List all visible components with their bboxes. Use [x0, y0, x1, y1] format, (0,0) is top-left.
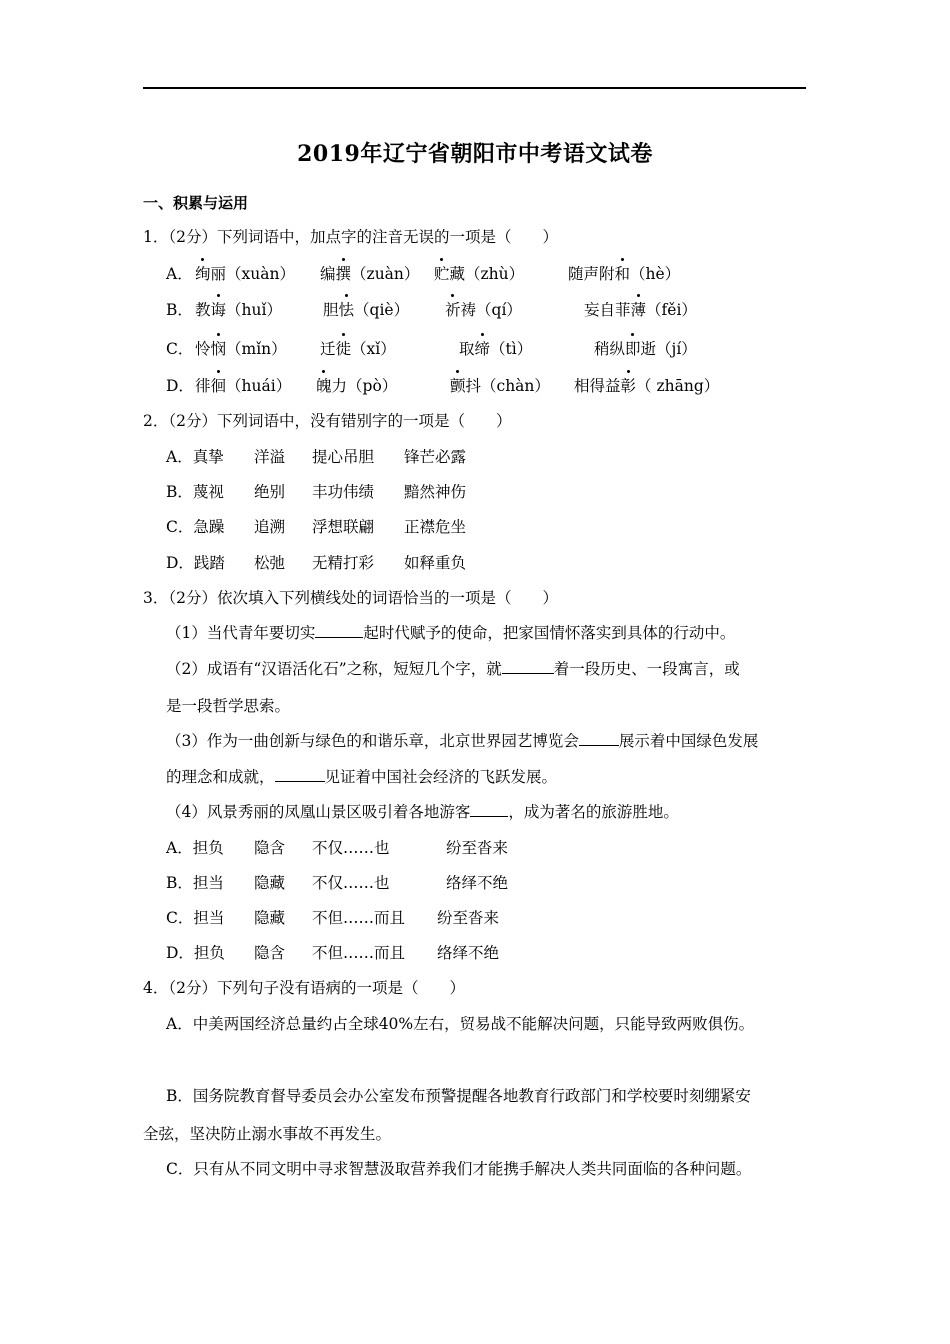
- q4-option-c[interactable]: C．只有从不同文明中寻求智慧汲取营养我们才能携手解决人类共同面临的各种问题。: [166, 1160, 752, 1178]
- q3-a-word1: A．担负: [166, 839, 224, 857]
- q4-option-a[interactable]: A．中美两国经济总量约占全球40%左右，贸易战不能解决问题，只能导致两败俱伤。: [166, 1015, 755, 1033]
- q2-a-word3: 提心吊胆: [312, 448, 375, 466]
- q2-d-word4: 如释重负: [404, 554, 467, 572]
- q3-sentence-2-cont: 是一段哲学思索。: [166, 697, 291, 715]
- q1-b-word2: 胆怯（qiè）: [323, 301, 410, 319]
- q4-stem: 4．（2分）下列句子没有语病的一项是（ ）: [143, 979, 465, 997]
- q3-sentence-3-cont: 的理念和成就， 见证着中国社会经济的飞跃发展。: [166, 768, 558, 786]
- q3-blank-3[interactable]: [579, 731, 619, 746]
- q3-blank-5[interactable]: [470, 802, 508, 817]
- q2-a-word4: 锋芒必露: [404, 448, 467, 466]
- q3-blank-1[interactable]: [315, 623, 363, 638]
- q3-sentence-2: （2）成语有“汉语活化石”之称，短短几个字，就 着一段历史、一段寓言，或: [166, 660, 740, 678]
- q1-b-word3: 祈祷（qí）: [445, 301, 522, 319]
- exam-title: 2019年辽宁省朝阳市中考语文试卷: [297, 141, 653, 167]
- q1-a-label: A．: [166, 265, 193, 283]
- q3-sentence-3: （3）作为一曲创新与绿色的和谐乐章，北京世界园艺博览会 展示着中国绿色发展: [166, 732, 759, 750]
- q3-blank-4[interactable]: [275, 767, 325, 782]
- q3-a-word3: 不仅……也: [312, 839, 390, 857]
- q2-b-word2: 绝别: [254, 483, 286, 501]
- q2-a-word2: 洋溢: [254, 448, 286, 466]
- q2-b-word4: 黯然神伤: [404, 483, 467, 501]
- q1-b-word1: 教诲（huǐ）: [195, 301, 282, 319]
- q1-c-word4: 稍纵即逝（jí）: [594, 340, 697, 358]
- q2-b-word1: B．蔑视: [166, 483, 224, 501]
- section-heading: 一、积累与运用: [143, 194, 249, 212]
- q1-d-word3: 颤抖（chàn）: [450, 377, 550, 395]
- q1-c-word2: 迁徙（xǐ）: [320, 340, 396, 358]
- q4-option-b[interactable]: B．国务院教育督导委员会办公室发布预警提醒各地教育行政部门和学校要时刻绷紧安: [166, 1087, 751, 1105]
- q2-d-word1: D．践踏: [166, 554, 225, 572]
- q4-option-b-cont: 全弦，坚决防止溺水事故不再发生。: [143, 1125, 392, 1143]
- q3-c-word4: 纷至沓来: [437, 909, 500, 927]
- q1-c-word3: 取缔（tì）: [459, 340, 533, 358]
- q3-a-word4: 纷至沓来: [446, 839, 509, 857]
- q3-sentence-1: （1）当代青年要切实 起时代赋予的使命，把家国情怀落实到具体的行动中。: [166, 624, 736, 642]
- q3-d-word4: 络绎不绝: [437, 944, 500, 962]
- q3-a-word2: 隐含: [254, 839, 286, 857]
- q3-d-word1: D．担负: [166, 944, 225, 962]
- q1-stem: 1．（2分）下列词语中，加点字的注音无误的一项是（ ）: [143, 228, 558, 246]
- q3-b-word1: B．担当: [166, 874, 224, 892]
- q1-a-word2: 编撰（zuàn）: [320, 265, 420, 283]
- q1-a-word1: 绚丽（xuàn）: [195, 265, 295, 283]
- q3-c-word3: 不但……而且: [312, 909, 406, 927]
- q2-a-word1: A．真挚: [166, 448, 224, 466]
- q3-sentence-4: （4）风景秀丽的凤凰山景区吸引着各地游客 ，成为著名的旅游胜地。: [166, 803, 679, 821]
- q3-d-word3: 不但……而且: [312, 944, 406, 962]
- q3-blank-2[interactable]: [502, 659, 554, 674]
- q1-a-word3: 贮藏（zhù）: [434, 265, 525, 283]
- q1-b-label: B．: [166, 301, 193, 319]
- q2-c-word2: 追溯: [254, 518, 286, 536]
- header-rule: [143, 87, 806, 89]
- q2-c-word1: C．急躁: [166, 518, 225, 536]
- q2-c-word4: 正襟危坐: [404, 518, 467, 536]
- q1-c-word1: 怜悯（mǐn）: [195, 340, 287, 358]
- q1-d-word2: 魄力（pò）: [316, 377, 398, 395]
- q3-stem: 3．（2分）依次填入下列横线处的词语恰当的一项是（ ）: [143, 589, 558, 607]
- q1-d-label: D．: [166, 377, 194, 395]
- q1-d-word4: 相得益彰（ zhāng）: [574, 377, 720, 395]
- q3-d-word2: 隐含: [254, 944, 286, 962]
- q1-b-word4: 妄自菲薄（fěi）: [584, 301, 697, 319]
- q3-b-word3: 不仅……也: [312, 874, 390, 892]
- q1-c-label: C．: [166, 340, 194, 358]
- q1-a-word4: 随声附和（hè）: [568, 265, 681, 283]
- q2-d-word3: 无精打彩: [312, 554, 375, 572]
- q3-b-word4: 络绎不绝: [446, 874, 509, 892]
- q1-d-word1: 徘徊（huái）: [195, 377, 292, 395]
- q2-c-word3: 浮想联翩: [312, 518, 375, 536]
- q2-stem: 2．（2分）下列词语中，没有错别字的一项是（ ）: [143, 412, 512, 430]
- q3-b-word2: 隐藏: [254, 874, 286, 892]
- q2-b-word3: 丰功伟绩: [312, 483, 375, 501]
- q3-c-word1: C．担当: [166, 909, 225, 927]
- q2-d-word2: 松弛: [254, 554, 286, 572]
- q3-c-word2: 隐藏: [254, 909, 286, 927]
